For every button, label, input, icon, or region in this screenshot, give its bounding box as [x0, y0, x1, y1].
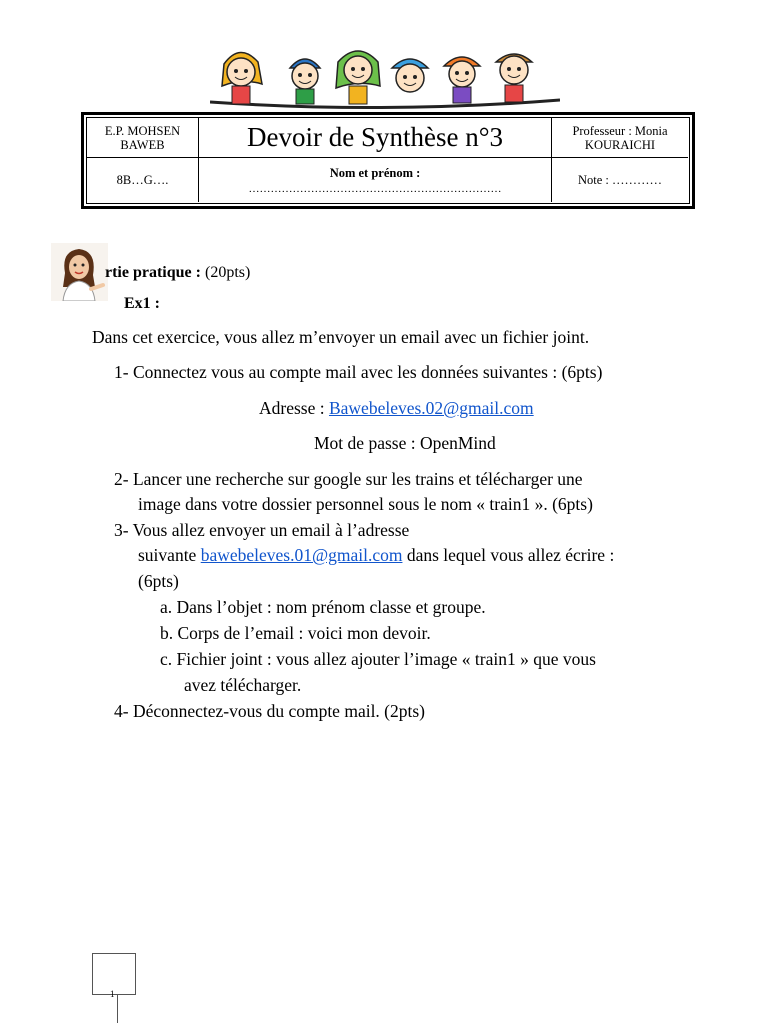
grade-field: Note : …………	[577, 172, 663, 187]
teacher-avatar-icon	[51, 243, 108, 301]
step-3-prefix: suivante	[138, 545, 201, 565]
section-heading	[105, 264, 250, 282]
substep-c: c. Fichier joint : vous allez ajouter l’image « train1 » que vous	[160, 649, 596, 669]
student-name-blank: ……………………………………………………………	[248, 182, 502, 195]
page-number: 1	[110, 989, 115, 999]
teacher-name: Professeur : Monia KOURAICHI	[572, 123, 668, 152]
address-label: Adresse :	[259, 398, 329, 418]
student-name-field	[199, 158, 551, 202]
step-3: 3- Vous allez envoyer un email à l’adresse	[114, 520, 410, 540]
step-2-cont: image dans votre dossier personnel sous le nom « train1 ». (6pts)	[138, 494, 593, 514]
header-table	[86, 117, 690, 204]
student-name-label: Nom et prénom :	[329, 165, 421, 180]
substep-b: b. Corps de l’email : voici mon devoir.	[160, 623, 431, 643]
class-field: 8B…G….	[116, 172, 169, 187]
school-name: E.P. MOHSEN BAWEB	[104, 123, 181, 152]
substep-a: a. Dans l’objet : nom prénom classe et groupe.	[160, 597, 486, 617]
step-3-points: (6pts)	[138, 571, 179, 591]
address-line	[259, 398, 534, 419]
substep-c-cont: avez télécharger.	[184, 675, 302, 695]
step-3-cont	[138, 545, 614, 566]
section-label: rtie pratique :	[105, 264, 201, 281]
kids-banner-image	[210, 44, 560, 110]
section-points: (20pts)	[204, 264, 251, 281]
footer-line	[117, 995, 118, 1023]
exercise-title: Ex1 :	[124, 295, 160, 312]
step-3-suffix: dans lequel vous allez écrire :	[402, 545, 615, 565]
step-1: 1- Connectez vous au compte mail avec les données suivantes : (6pts)	[114, 362, 603, 382]
password-line: Mot de passe : OpenMind	[314, 433, 496, 453]
address-link[interactable]: Bawebeleves.02@gmail.com	[328, 398, 534, 418]
recipient-link[interactable]: bawebeleves.01@gmail.com	[200, 545, 403, 565]
page-title: Devoir de Synthèse n°3	[247, 122, 503, 152]
step-2: 2- Lancer une recherche sur google sur les trains et télécharger une	[114, 469, 583, 489]
intro-text: Dans cet exercice, vous allez m’envoyer un email avec un fichier joint.	[92, 327, 590, 347]
step-4: 4- Déconnectez-vous du compte mail. (2pts)	[114, 701, 426, 721]
